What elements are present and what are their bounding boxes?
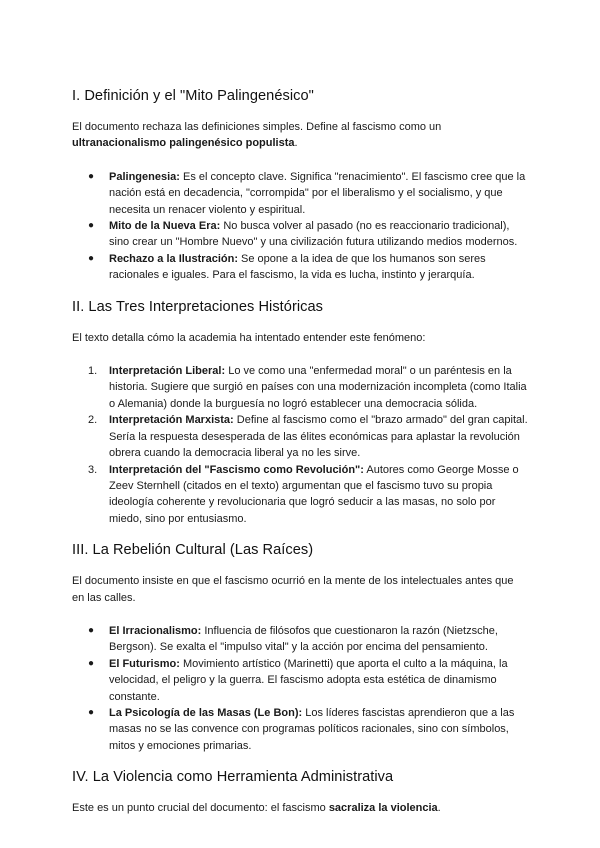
section-intro: El documento insiste en que el fascismo ocurrió en la mente de los intelectuales antes que en las calles.: [72, 575, 514, 604]
list-item: 3. Interpretación del "Fascismo como Revolución": Autores como George Mosse o Zeev Sternhell (citados en el texto) argumentan que el fascismo tuvo su propia ideología coherente y revolucionaria que logró seducir a las masas, no solo por miedo, sino por entusiasmo.: [88, 463, 519, 525]
list-number: 3.: [88, 463, 98, 476]
section-intro: El texto detalla cómo la academia ha intentado entender este fenómeno:: [72, 331, 426, 344]
section-rebelion-cultural: [72, 540, 528, 767]
list-number: 2.: [88, 414, 98, 427]
bullet-icon: ●: [88, 657, 95, 669]
section-heading: I. Definición y el "Mito Palingenésico": [72, 88, 314, 104]
list-item: ● La Psicología de las Masas (Le Bon): Los líderes fascistas aprendieron que a las masas no se las convence con programas políticos racionales, sino con símbolos, mitos y emociones primarias.: [88, 706, 515, 752]
section-intro: El documento rechaza las definiciones simples. Define al fascismo como un ultranacionalismo palingenésico populista.: [72, 121, 442, 150]
section-violencia: [72, 767, 528, 816]
list-item: 1. Interpretación Liberal: Lo ve como una "enfermedad moral" o un paréntesis en la historia. Sugiere que surgió en países con una modernización incompleta (como Italia o Alemania) donde la burguesía no logró establecer una democracia sólida.: [88, 365, 527, 410]
list-item: ● El Irracionalismo: Influencia de filósofos que cuestionaron la razón (Nietzsche, Bergson). Se exalta el "impulso vital" y la acción por encima del pensamiento.: [88, 624, 498, 654]
section-heading: III. La Rebelión Cultural (Las Raíces): [72, 542, 314, 559]
bullet-icon: ●: [88, 624, 95, 636]
list-item: ● Mito de la Nueva Era: No busca volver al pasado (no es reaccionario tradicional), sino crear un "Hombre Nuevo" y una civilización futura utilizando medios modernos.: [88, 220, 518, 249]
intro-emphasis: sacraliza la violencia: [328, 802, 438, 815]
numbered-list: [72, 363, 528, 527]
list-item: ● Palingenesia: Es el concepto clave. Significa "renacimiento". El fascismo cree que la nación está en decadencia, "corrompida" por el liberalismo y el socialismo, y que necesita un renacer violento y espiritual.: [88, 170, 526, 216]
section-interpretaciones: [72, 297, 528, 540]
bullet-icon: ●: [88, 170, 95, 182]
list-item: ● El Futurismo: Movimiento artístico (Marinetti) que aporta el culto a la máquina, la velocidad, el peligro y la guerra. El fascismo adopta esta estética de dinamismo constante.: [88, 657, 508, 703]
bullet-list: [72, 169, 528, 284]
section-intro: Este es un punto crucial del documento: el fascismo sacraliza la violencia.: [72, 802, 441, 815]
list-number: 1.: [88, 365, 98, 378]
bullet-icon: ●: [88, 706, 95, 718]
intro-emphasis: ultranacionalismo palingenésico populista: [72, 137, 295, 150]
section-definicion: [72, 86, 528, 297]
section-heading: II. Las Tres Interpretaciones Históricas: [72, 298, 324, 315]
bullet-list: [72, 623, 528, 754]
bullet-icon: ●: [88, 220, 95, 232]
list-item: 2. Interpretación Marxista: Define al fascismo como el "brazo armado" del gran capital. Sería la respuesta desesperada de las élites económicas para aplastar la revolución obrera cuando la democracia liberal ya no les sirve.: [88, 414, 528, 460]
bullet-icon: ●: [88, 252, 95, 264]
list-item: ● Rechazo a la Ilustración: Se opone a la idea de que los humanos son seres racionales e iguales. Para el fascismo, la vida es lucha, instinto y jerarquía.: [88, 252, 486, 282]
section-heading: IV. La Violencia como Herramienta Administrativa: [72, 769, 394, 786]
